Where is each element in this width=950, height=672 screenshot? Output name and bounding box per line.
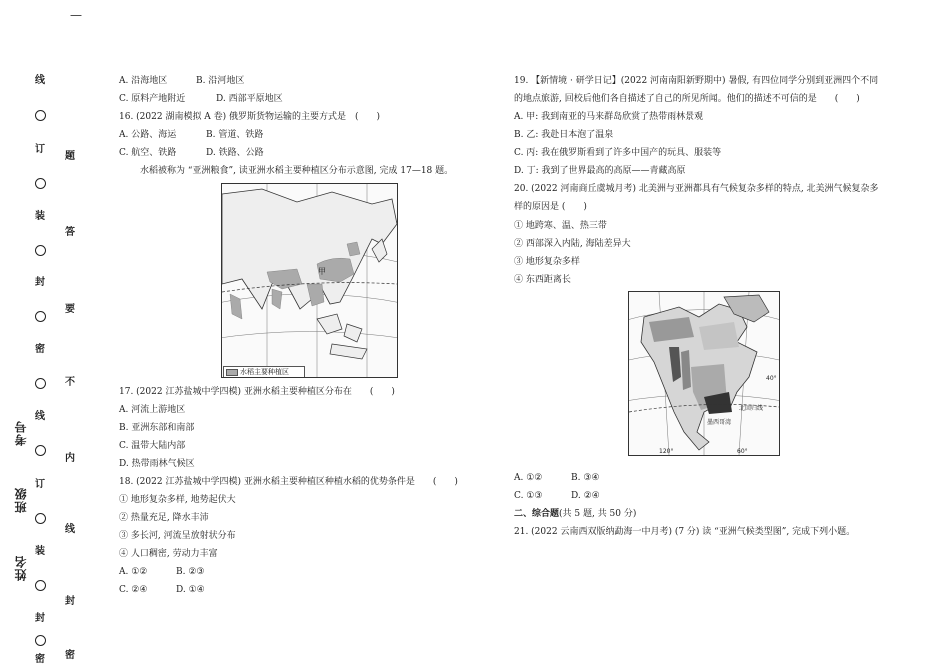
name-label: 姓名 (14, 555, 28, 581)
class-label: 班级 (14, 487, 28, 513)
q17-option-c[interactable]: C. 温带大陆内部 (119, 441, 186, 451)
margin-char: 密 (65, 650, 75, 661)
map2-gulf-label: 墨西哥湾 (707, 419, 732, 426)
q15-option-c[interactable]: C. 原料产地附近 (119, 94, 186, 104)
q17-stem: 17. (2022 江苏盐城中学四模) 亚洲水稻主要种植区分布在 ( ) (119, 387, 395, 397)
q19-option-b[interactable]: B. 乙: 我赴日本泡了温泉 (514, 130, 614, 140)
section2-title: 二、综合题 (514, 509, 560, 519)
na-map-graphic (629, 292, 779, 455)
margin-char: 封 (35, 613, 45, 624)
map2-lon-left: 120° (659, 448, 674, 455)
binding-hole (35, 110, 46, 121)
map2-lon-right: 60° (737, 448, 748, 455)
q18-item-3: ③ 多长河, 河流呈放射状分布 (119, 531, 236, 541)
margin-char: 答 (65, 227, 75, 238)
q18-item-1: ① 地形复杂多样, 地势起伏大 (119, 495, 236, 505)
margin-char: 封 (65, 596, 75, 607)
top-mark: — (70, 8, 82, 22)
legend-swatch (226, 369, 238, 376)
north-america-map (628, 291, 780, 456)
margin-char: 线 (35, 411, 45, 422)
q19-option-c[interactable]: C. 丙: 我在俄罗斯看到了许多中国产的玩具、服装等 (514, 148, 722, 158)
q18-item-4: ④ 人口稠密, 劳动力丰富 (119, 549, 218, 559)
q18-item-2: ② 热量充足, 降水丰沛 (119, 513, 209, 523)
q20-stem-line1: 20. (2022 河南商丘虞城月考) 北美洲与亚洲都具有气候复杂多样的特点, 北美洲气候复杂多 (514, 184, 879, 194)
q20-option-c[interactable]: C. ①③ (514, 491, 543, 501)
binding-hole (35, 245, 46, 256)
map1-label-jia: 甲 (318, 267, 326, 276)
binding-hole (35, 178, 46, 189)
q20-option-d[interactable]: D. ②④ (571, 491, 600, 501)
q16-option-a[interactable]: A. 公路、海运 (119, 130, 177, 140)
binding-hole (35, 311, 46, 322)
margin-char: 密 (35, 344, 45, 355)
q21-stem: 21. (2022 云南西双版纳勐海一中月考) (7 分) 读 “亚洲气候类型图”, 完成下列小题。 (514, 527, 856, 537)
q19-stem-line2: 的地点旅游, 回校后他们各自描述了自己的所见所闻。他们的描述不可信的是 ( ) (514, 94, 860, 104)
binding-hole (35, 580, 46, 591)
margin-char: 密 (35, 654, 45, 665)
q18-option-c[interactable]: C. ②④ (119, 585, 148, 595)
map1-legend (223, 366, 305, 378)
margin-char: 装 (35, 211, 45, 222)
binding-hole (35, 378, 46, 389)
q20-item-3: ③ 地形复杂多样 (514, 257, 580, 267)
q15-option-d[interactable]: D. 西部平原地区 (216, 94, 283, 104)
margin-char: 封 (35, 277, 45, 288)
binding-hole (35, 635, 46, 646)
map2-tropic-label: 北回归线 (739, 405, 764, 412)
margin-char: 线 (35, 75, 45, 86)
q17-option-d[interactable]: D. 热带雨林气候区 (119, 459, 195, 469)
margin-char: 订 (35, 479, 45, 490)
q19-option-a[interactable]: A. 甲: 我到南亚的马来群岛欣赏了热带雨林景观 (514, 112, 704, 122)
margin-char: 线 (65, 524, 75, 535)
q15-option-a[interactable]: A. 沿海地区 (119, 76, 168, 86)
q16-option-d[interactable]: D. 铁路、公路 (206, 148, 264, 158)
q18-option-a[interactable]: A. ①② (119, 567, 148, 577)
legend-label: 水稻主要种植区 (240, 368, 289, 376)
q20-stem-line2: 样的原因是 ( ) (514, 202, 587, 212)
binding-hole (35, 445, 46, 456)
q17-option-a[interactable]: A. 河流上游地区 (119, 405, 186, 415)
q20-item-4: ④ 东西距离长 (514, 275, 571, 285)
margin-char: 不 (65, 377, 75, 388)
q19-stem-line1: 19. 【新情境 · 研学日记】(2022 河南南阳新野期中) 暑假, 有四位同学分别到亚洲四个不同 (514, 76, 879, 86)
q20-item-2: ② 西部深入内陆, 海陆差异大 (514, 239, 631, 249)
intro-17-18: 水稻被称为 “亚洲粮食”, 读亚洲水稻主要种植区分布示意图, 完成 17—18 题。 (140, 166, 454, 176)
q18-stem: 18. (2022 江苏盐城中学四模) 亚洲水稻主要种植区种植水稻的优势条件是 ( ) (119, 477, 458, 487)
q19-option-d[interactable]: D. 丁: 我到了世界最高的高原——青藏高原 (514, 166, 686, 176)
section2-heading (514, 508, 636, 520)
q20-option-b[interactable]: B. ③④ (571, 473, 600, 483)
margin-char: 题 (65, 151, 75, 162)
section2-detail: (共 5 题, 共 50 分) (559, 509, 637, 519)
margin-char: 要 (65, 304, 75, 315)
q16-option-b[interactable]: B. 管道、铁路 (206, 130, 264, 140)
asia-rice-map (221, 183, 398, 378)
asia-map-graphic (222, 184, 397, 377)
binding-hole (35, 513, 46, 524)
margin-char: 装 (35, 546, 45, 557)
q18-option-d[interactable]: D. ①④ (176, 585, 205, 595)
margin-char: 订 (35, 144, 45, 155)
q17-option-b[interactable]: B. 亚洲东部和南部 (119, 423, 195, 433)
q20-item-1: ① 地跨寒、温、热三带 (514, 221, 607, 231)
map2-lat: 40° (766, 375, 777, 382)
q18-option-b[interactable]: B. ②③ (176, 567, 205, 577)
q16-stem: 16. (2022 湖南模拟 A 卷) 俄罗斯货物运输的主要方式是 ( ) (119, 112, 381, 122)
exam-no-label: 考号 (14, 420, 28, 446)
q20-option-a[interactable]: A. ①② (514, 473, 543, 483)
q15-option-b[interactable]: B. 沿河地区 (196, 76, 245, 86)
margin-char: 内 (65, 453, 75, 464)
q16-option-c[interactable]: C. 航空、铁路 (119, 148, 177, 158)
